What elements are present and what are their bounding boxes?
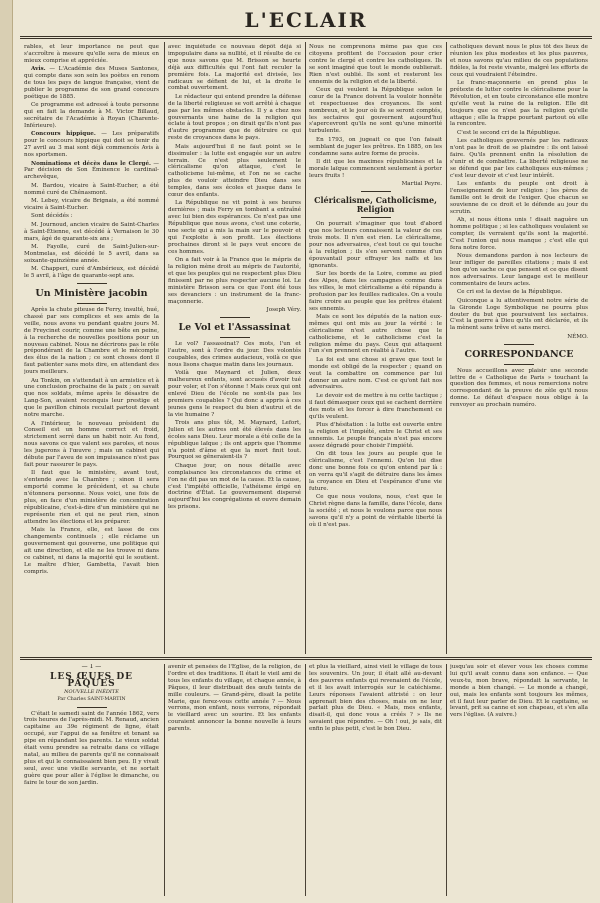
news-text: — Par décision de Son Éminence le cardinal-archevêque, xyxy=(24,160,159,181)
newspaper-title: L'ECLAIR xyxy=(244,8,368,32)
feuilleton-column-1 xyxy=(24,664,159,896)
paragraph: M. Fayolle, curé de Saint-Julien-sur-Montmelas, est décédé le 5 avril, dans sa soixante-quinzième année. xyxy=(24,243,159,264)
paragraph: catholiques devant nous le plus tôt des lieux de réunion les plus modestes et les plus pauvres, et nous savons qu'au milieu de ces populations fidèles, la foi reste vivante, malgré les efforts de ceux qui voudraient l'éteindre. xyxy=(450,44,588,78)
paragraph: et plus la vieillard, ainsi vieil le village de tous les souvenirs. Un jour, il était allé au-devant des pauvres enfants qui revenaient de l'école, et il les avait interrogés sur le catéchisme. Leurs réponses l'avaient attristé : on leur apprenait bien des choses, mais on ne leur parlait plus de Dieu. « Mais, mes enfants, disait-il, qui donc vous a créés ? » Ils ne savaient que répondre. — Oh ! oui, je sais, dit enfin le plus petit, c'est le bon Dieu. xyxy=(309,664,442,733)
paragraph: Chaque jour, on nous détaille avec complaisance les circonstances du crime et l'on ne dit pas un mot de la cause. Et la cause, c'est l'impiété officielle, l'athéisme érigé en doctrine d'État. Le gouvernement dispersé aujourd'hui les congrégations et ouvre demain les prisons. xyxy=(168,462,301,511)
news-text: — L'Académie des Muses Santones, qui compte dans son sein les poètes en renom de tous les pays de langue française, vient de publier le programme de son grand concours poétique de 1885. xyxy=(24,66,159,100)
paragraph: Plus d'hésitation : la lutte est ouverte entre la religion et l'impiété, entre le Christ et ses ennemis. Le peuple français n'est pas encore assez dégradé pour choisir l'impiété. xyxy=(309,422,442,449)
section-divider xyxy=(361,217,391,218)
paragraph: Mais ce sont les députés de la nation eux-mêmes qui ont mis au jour la vérité : le cléricalisme n'est autre chose que le catholicisme, et le catholicisme c'est la religion même du pays. Ceux qui attaquent l'un s'en prennent en réalité à l'autre. xyxy=(309,313,442,355)
paragraph: Ce programme est adressé à toute personne qui en fait la demande à M. Victor Billaud, secrétaire de l'Académie à Royan (Charente-Inférieure). xyxy=(24,102,159,129)
section-divider xyxy=(504,364,534,365)
paragraph: Mais la France, elle, est lasse de ces changements continuels ; elle réclame un gouvernement qui gouverne, une politique qui ait une direction, et elle ne les trouve ni dans ce cabinet, ni dans la majorité qui le soutient. Le maître d'hier, Gambetta, l'avait bien compris. xyxy=(24,527,159,575)
paragraph: Le rédacteur qui entend prendre la défense de la liberté religieuse se voit arrêté à chaque pas par les mêmes obstacles. Il y a chez nos gouvernants une haine de la religion qui éclate à tout propos ; on dirait qu'ils n'ont pas d'autre programme que de détruire ce qui reste de croyances dans le pays. xyxy=(168,93,301,142)
column-4 xyxy=(450,44,588,654)
column-rule xyxy=(305,664,306,896)
paragraph: La République ne vit point à ses heures dernières ; mais Ferry en tombant a entraîné avec lui bien des espérances. Ce n'est pas une République que nous avons, c'est une coterie, une secte qui a mis la main sur le pouvoir et qui l'exploite à son profit. Les élections prochaines diront si le pays veut encore de ces hommes. xyxy=(168,200,301,255)
feuilleton-title: LES ŒUFS DE PÂQUES xyxy=(50,671,133,689)
author-signature: Joseph Véry. xyxy=(266,307,301,314)
paragraph: Nous accueillons avec plaisir une seconde lettre de « Catholique de Paris » touchant la question des femmes, et nous remercions notre correspondant de la preuve de zèle qu'il nous donne. Le défaut d'espace nous oblige à la renvoyer au prochain numéro. xyxy=(450,367,588,409)
paragraph: Le vol? l'assassinat? Ces mots, l'un et l'autre, sont à l'ordre du jour. Des volontés coupables, des crimes audacieux, voilà ce que nous lisons chaque matin dans les journaux. xyxy=(168,340,301,368)
section-divider xyxy=(77,707,107,708)
paragraph: A l'intérieur, le nouveau président du Conseil est un homme correct et froid, strictement serré dans un habit noir. Au fond, nous savons ce que valent ses paroles, et nous les jugerons à l'œuvre ; mais un cabinet qui débute par l'aveu de son impuissance n'est pas fait pour rassurer le pays. xyxy=(24,420,159,468)
paragraph: avec inquiétude ce nouveau dépôt déjà si impopulaire dans sa nullité, et il résulte de ce que nous savons que M. Brisson se heurte déjà aux difficultés qui l'ont fait reculer la première fois. La majorité est divisée, les radicaux se défient de lui, et la droite le combat ouvertement. xyxy=(168,44,301,92)
news-heading: Concours hippique. xyxy=(31,131,96,138)
article-heading: Un Ministère jacobin xyxy=(35,288,148,299)
paragraph: La foi est une chose si grave que tout le monde est obligé de la respecter ; quand on veut la combattre on commence par lui donner un autre nom. C'est ce qu'ont fait nos adversaires. xyxy=(309,356,442,391)
feuilleton-column-4 xyxy=(450,664,588,896)
author-signature: NÉMO. xyxy=(567,333,588,340)
paragraph: Nous demandons pardon à nos lecteurs de leur infliger de pareilles citations ; mais il est bon qu'on sache ce que pensent et ce que disent nos adversaires. Leur langage est le meilleur commentaire de leurs actes. xyxy=(450,253,588,287)
paragraph: M. Journoud, ancien vicaire de Saint-Charles à Saint-Étienne, est décédé à Vernaison le 30 mars, âgé de quarante-six ans ; xyxy=(24,221,159,242)
paragraph: Au Tonkin, on s'attendait à un armistice et à une conclusion prochaine de la paix ; on savait que nos soldats, même après le désastre de Lang-Son, avaient reconquis leur prestige et que le pavillon chinois reculait partout devant notre marche. xyxy=(24,377,159,419)
column-rule xyxy=(446,664,447,896)
paragraph: Ceux qui veulent la République selon le cœur de la France doivent la vouloir honnête et respectueuse des croyances. Ils sont nombreux, et le jour où ils se seront comptés, les sectaires qui gouvernent aujourd'hui s'apercevront qu'ils ne sont qu'une minorité turbulente. xyxy=(309,86,442,135)
news-heading: Avis. xyxy=(31,66,46,73)
paragraph: Nous ne comprenons même pas que ces citoyens profitent de l'occasion pour crier contre le clergé et contre les catholiques. Ils se sont imaginé que tout le monde oublierait. Rien n'est oublié. Ils sont et resteront les ennemis de la religion et de la liberté. xyxy=(309,44,442,85)
paragraph: Le devoir est de mettre à nu cette tactique ; il faut démasquer ceux qui se cachent derrière des mots et les forcer à dire franchement ce qu'ils veulent. xyxy=(309,392,442,420)
paragraph: Sur les bords de la Loire, comme au pied des Alpes, dans les campagnes comme dans les villes, le mot cléricalisme a été répandu à profusion par les feuilles radicales. On a voulu faire croire au peuple que les prêtres étaient ses ennemis. xyxy=(309,270,442,312)
paragraph: En 1793, on jugeait ce que l'on faisait semblant de juger les prêtres. En 1885, on les condamne sans autre forme de procès. xyxy=(309,136,442,157)
paragraph: Trois ans plus tôt, M. Maynard, Lefort, Julien et les autres ont été élevés dans les écoles sans Dieu. Leur morale a été celle de la république laïque ; ils ont appris que l'homme n'a point d'âme et que la mort finit tout. Pourquoi se gêneraient-ils ? xyxy=(168,419,301,461)
paragraph: M. Chapperi, curé d'Ambérieux, est décédé le 5 avril, à l'âge de quarante-sept ans. xyxy=(24,266,159,280)
paragraph: Ah, si nous étions unis ! disait naguère un homme politique ; si les catholiques voulaient se compter, ils verraient qu'ils sont la majorité. C'est l'union qui nous manque ; c'est elle qui fera notre force. xyxy=(450,217,588,251)
masthead-rule-double xyxy=(20,38,592,39)
column-rule xyxy=(446,42,447,654)
paragraph: Ce que nous voulons, nous, c'est que le Christ règne dans la famille, dans l'école, dans la société ; et nous le voulons parce que nous savons qu'il n'y a point de véritable liberté là où il n'est pas. xyxy=(309,494,442,528)
section-divider xyxy=(77,283,107,284)
article-heading: CORRESPONDANCE xyxy=(464,348,574,360)
paragraph: Il dit que les maximes républicaines et la morale laïque commencent seulement à porter leurs fruits ! xyxy=(309,159,442,179)
masthead xyxy=(20,6,592,34)
section-divider xyxy=(361,191,391,192)
paragraph: Sont décédés : xyxy=(31,213,73,220)
paragraph: On dit tous les jours au peuple que le cléricalisme, c'est l'ennemi. Qu'on lui dise donc une bonne fois ce qu'on entend par là : on verra qu'il s'agit de détruire dans les âmes la croyance en Dieu et l'espérance d'une vie future. xyxy=(309,451,442,492)
paragraph: Ce cri est la devise de la République. xyxy=(457,289,563,296)
masthead-rule xyxy=(20,36,592,37)
feuilleton-column-3 xyxy=(309,664,442,896)
column-rule xyxy=(305,42,306,654)
feuilleton-rule xyxy=(20,657,592,658)
article-heading: Le Vol et l'Assassinat xyxy=(178,321,291,333)
paragraph: Les catholiques gouvernés par les radicaux n'ont pas le droit de se plaindre : ils ont laissé faire. Qu'ils prennent enfin la résolution de s'unir et de combattre. La liberté religieuse ne se défend que par les catholiques eux-mêmes ; c'est leur devoir et c'est leur intérêt. xyxy=(450,138,588,179)
paragraph xyxy=(24,66,159,101)
paragraph: Quiconque a lu attentivement notre série de la Gironde Loge Symbolique ne pourra plus douter du but que poursuivent les sectaires. C'est la guerre à Dieu qu'ils ont déclarée, et ils la mènent sans trêve et sans merci. xyxy=(450,297,588,332)
column-rule xyxy=(164,664,165,896)
feuilleton-subtitle: NOUVELLE INÉDITE xyxy=(64,688,119,695)
feuilleton-number: — 1 — xyxy=(81,664,102,670)
paragraph: M. Lebey, vicaire de Brignais, a été nommé vicaire à Saint-Eucher. xyxy=(24,198,159,211)
column-rule xyxy=(164,42,165,654)
paragraph xyxy=(24,161,159,182)
paragraph: Mais aujourd'hui il ne faut point se le dissimuler : la lutte est engagée sur un autre terrain. Ce n'est plus seulement le cléricalisme qu'on attaque, c'est le catholicisme lui-même, et l'on ne se cache plus de vouloir atteindre Dieu dans ses temples, dans ses écoles et jusque dans le cœur des enfants. xyxy=(168,143,301,199)
column-1 xyxy=(24,44,159,654)
paragraph xyxy=(24,131,159,159)
paragraph: Voilà que Maynard et Julien, deux malheureux enfants, sont accusés d'avoir tué pour voler, et l'on s'étonne ! Mais ceux qui ont enlevé Dieu de l'école ne sont-ils pas les premiers coupables ? Qui donc a appris à ces jeunes gens le respect du bien d'autrui et de la vie humaine ? xyxy=(168,370,301,418)
section-divider xyxy=(504,344,534,345)
author-signature: Martial Peyre. xyxy=(401,181,442,188)
page-binding-edge xyxy=(0,0,13,903)
paragraph: jusqu'au soir et élever vous les choses comme lui qu'il avait connu dans son enfance. — Que veux-tu, mon brave, répondait la servante, le monde a bien changé. — Le monde a changé, oui, mais les enfants sont toujours les mêmes, et il faut leur parler de Dieu. Et le capitaine, se levant, prit sa canne et son chapeau, et s'en alla vers l'église. (A suivre.) xyxy=(450,664,588,719)
news-text: — Les préparatifs pour le concours hippique qui doit se tenir du 27 avril au 3 mai sont déjà commencés Avis à nos sportsmen. xyxy=(24,131,159,159)
paragraph: avenir et pensées de l'Église, de la religion, de l'ordre et des traditions. Il était le vieil ami de tous les enfants du village, et chaque année, à Pâques, il leur distribuait des œufs teints de mille couleurs. — Grand-père, disait la petite Marie, que ferez-vous cette année ? — Nous verrons, mon enfant, nous verrons, répondait le vieillard avec un sourire. Et les enfants couraient annoncer la bonne nouvelle à leurs parents. xyxy=(168,664,301,733)
paragraph: Il faut que le ministère, avant tout, s'entende avec la Chambre ; sinon il sera emporté comme le précédent, et sa chute n'étonnera personne. Nous voici, une fois de plus, en face d'un ministère de concentration républicaine, c'est-à-dire d'un ministère qui ne représente rien et qui ne peut rien, sinon attendre les élections et les préparer. xyxy=(24,470,159,525)
paragraph: M. Bardou, vicaire à Saint-Eucher, a été nommé curé de Chênasmont. xyxy=(24,182,159,196)
paragraph: Le franc-maçonnerie en prend plus le prétexte de lutter contre le cléricalisme pour la Révolution, et en toute circonstance elle montre qu'elle veut la ruine de la religion. Elle dit toujours que ce n'est pas la religion qu'elle attaque ; elle la frappe pourtant partout où elle la rencontre. xyxy=(450,80,588,128)
paragraph: On pourrait s'imaginer que tout d'abord que nos lecteurs connaissent la valeur de ces trois mots. Il n'en est rien. Le cléricalisme, pour nos adversaires, c'est tout ce qui touche à la religion ; ils s'en servent comme d'un épouvantail pour effrayer les naïfs et les ignorants. xyxy=(309,221,442,269)
feuilleton-author: Par Charles SAINT-MARTIN xyxy=(57,696,126,702)
paragraph: C'était le samedi saint de l'année 1862, vers trois heures de l'après-midi. M. Renaud, ancien capitaine au 39e régiment de ligne, était occupé, sur l'appui de sa fenêtre et tenant sa pipe en répandant les parents. Le vieux soldat était venu prendre sa retraite dans ce village natal, au milieu de parents qu'il ne connaissait plus et qui le connaissaient bien peu. Il y vivait seul, avec une vieille servante, et ne sortait guère que pour aller à l'église le dimanche, ou faire le tour de son jardin. xyxy=(24,710,159,786)
paragraph: Les enfants du peuple ont droit à l'enseignement de leur religion ; les pères de famille ont le droit de l'exiger. Que chacun se souvienne de ce droit et le défende au jour du scrutin. xyxy=(450,181,588,215)
section-divider xyxy=(220,317,250,318)
paragraph: rables, et leur importance ne peut que s'accroître à mesure qu'elle sera de mieux en mieux comprise et appréciée. xyxy=(24,44,159,64)
section-divider xyxy=(77,303,107,304)
feuilleton-column-2 xyxy=(168,664,301,896)
paragraph: Après la chute piteuse de Ferry, insulté, hué, chassé par ses complices et ses amis de la veille, nous avons vu pendant quatre jours M. de Freycinet courir, comme une bête en peine, à la recherche de nouvelles positions pour un nouveau cabinet. Nous ne décrirons pas le rôle prépondérant de la Chambre et le mécompte des élus de la nation ; ce sont choses dont il faut patienter sans mots dire, en attendant des jours meilleurs. xyxy=(24,307,159,376)
column-3 xyxy=(309,44,442,654)
news-heading: Nominations et décès dans le Clergé. xyxy=(31,160,151,167)
section-divider xyxy=(220,337,250,338)
paragraph: C'est le second cri de la République. xyxy=(457,129,561,136)
article-heading: Cléricalisme, Catholicisme, Religion xyxy=(314,195,437,215)
column-2 xyxy=(168,44,301,654)
feuilleton-rule-double xyxy=(20,659,592,660)
paragraph: On a fait voir à la France que le mépris de la religion mène droit au mépris de l'autorité, et que les peuples qui ne respectent plus Dieu finissent par ne plus respecter aucune loi. Le ministère Brisson sera ce que l'ont été tous ses devanciers : un instrument de la franc-maçonnerie. xyxy=(168,257,301,305)
